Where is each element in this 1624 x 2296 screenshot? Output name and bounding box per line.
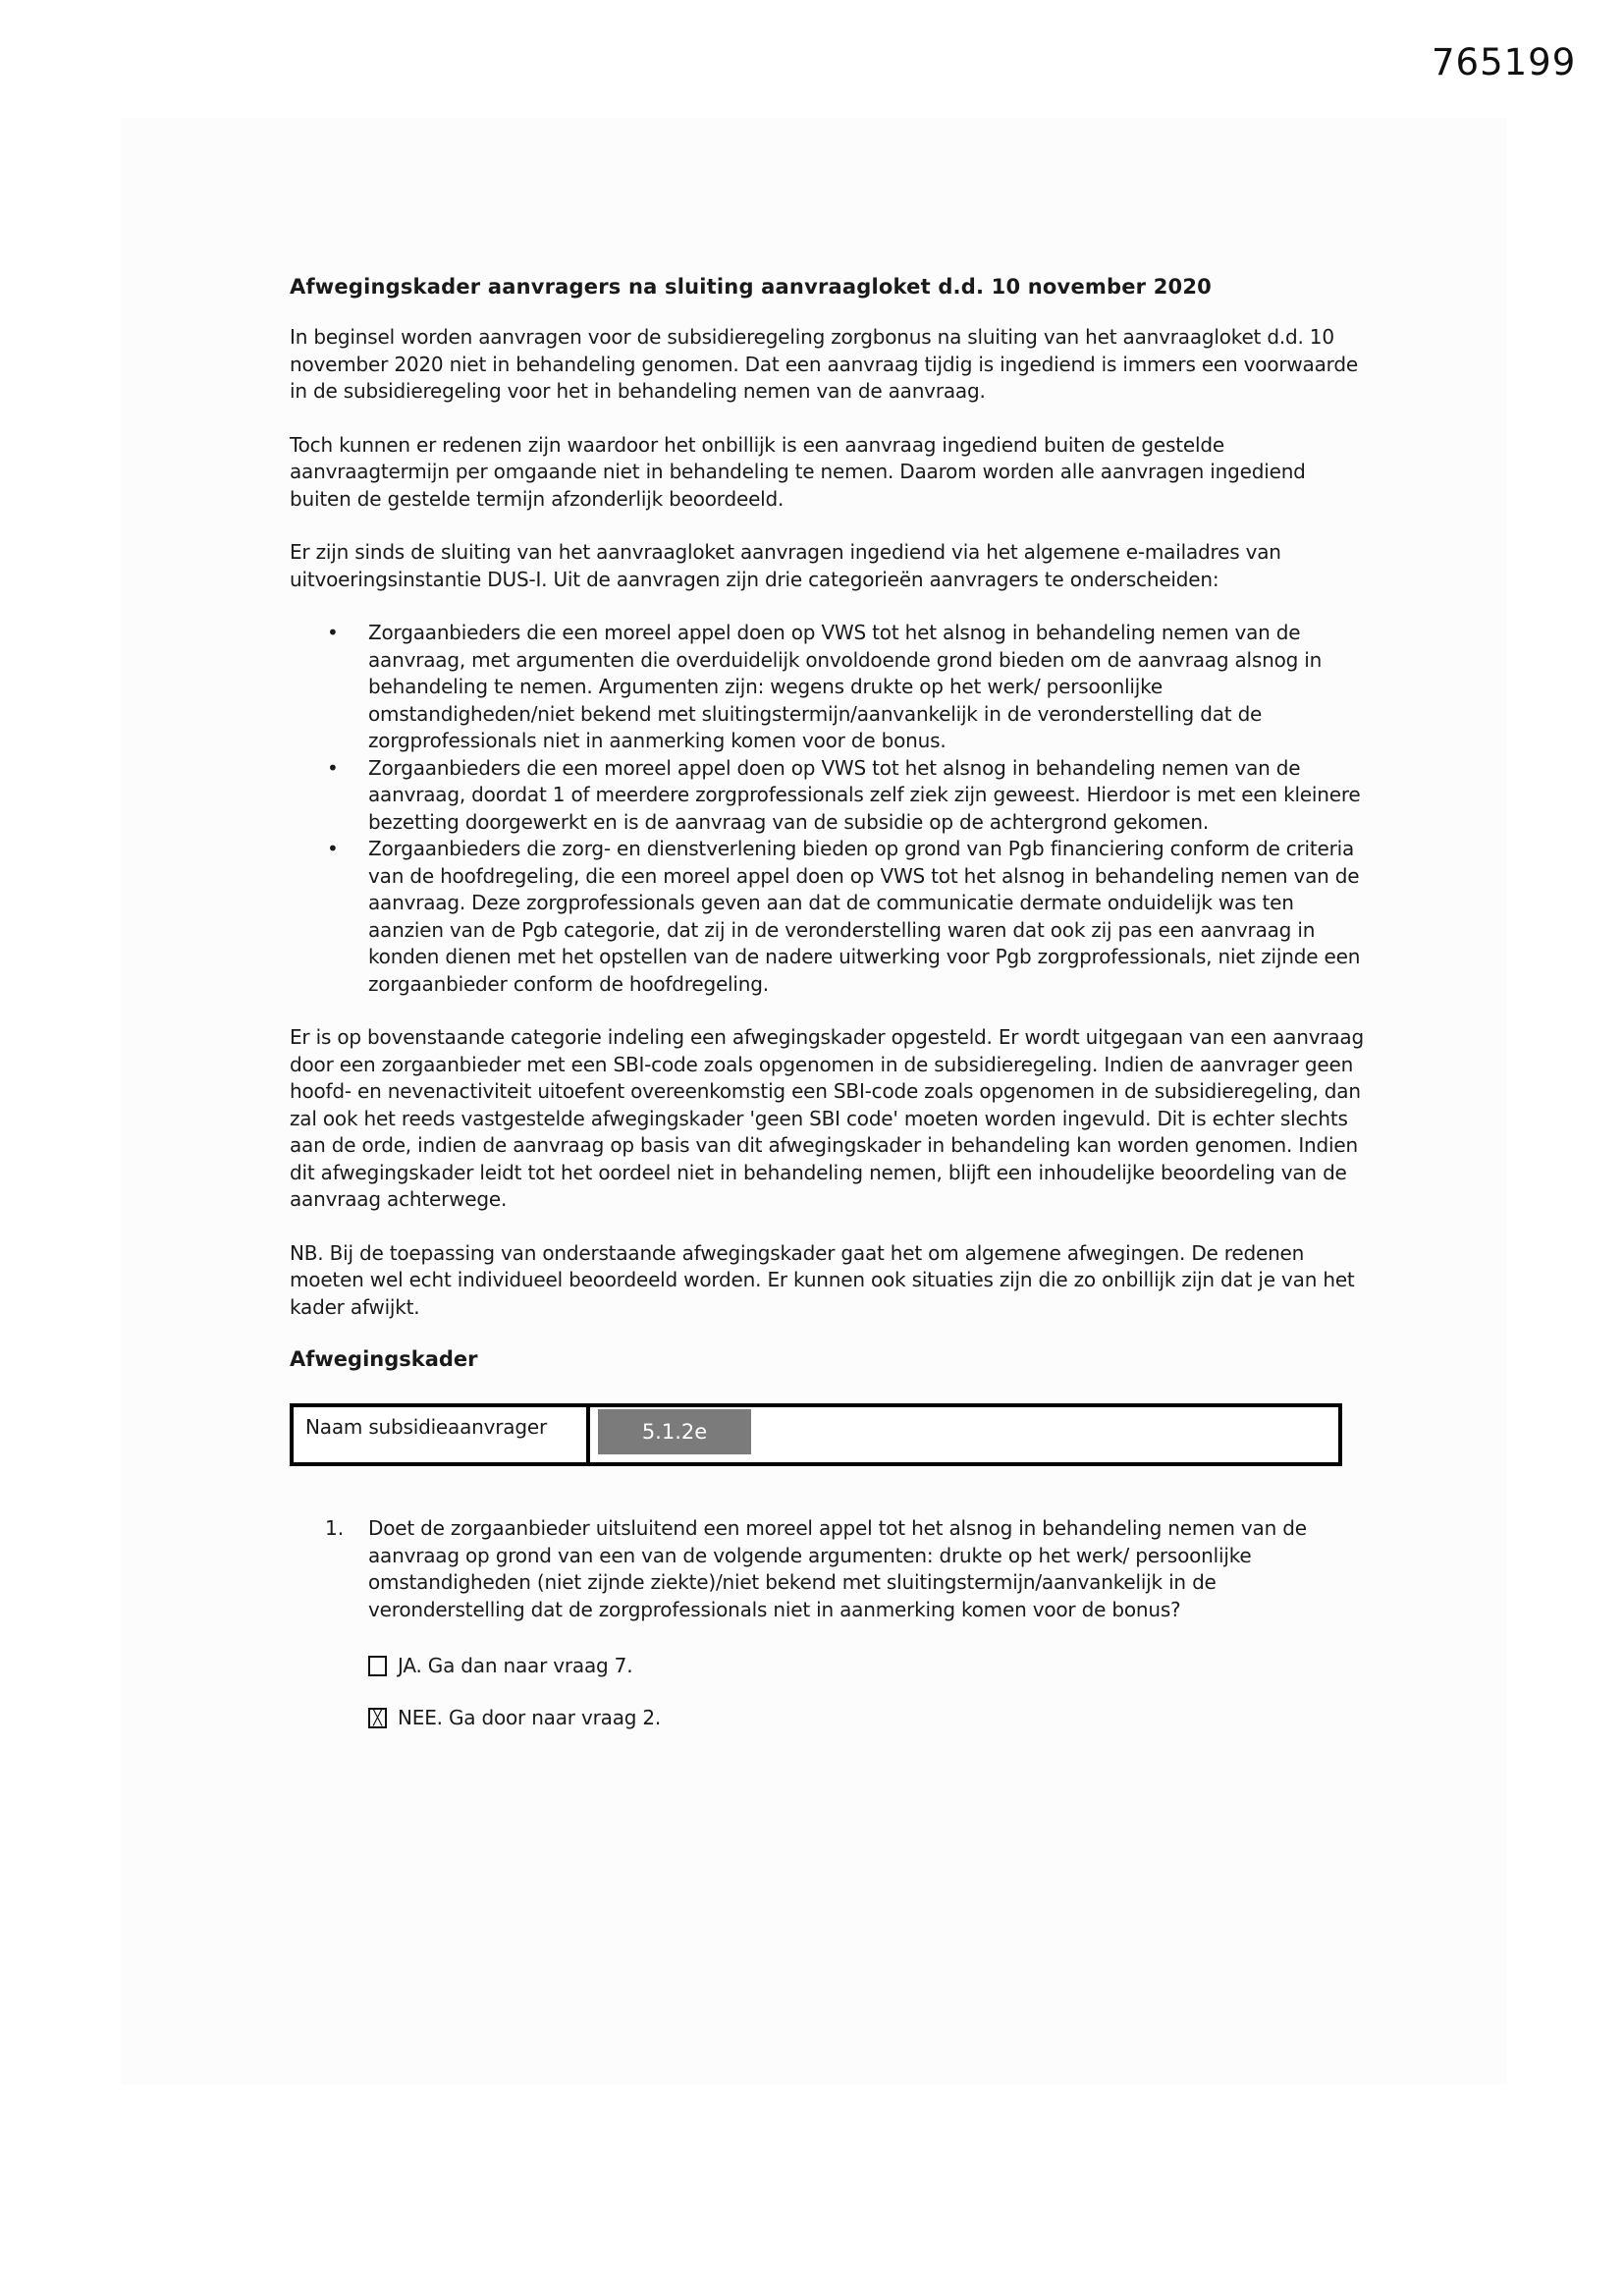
applicant-name-label: Naam subsidieaanvrager (294, 1407, 590, 1462)
document-title: Afwegingskader aanvragers na sluiting aanvraagloket d.d. 10 november 2020 (290, 275, 1212, 299)
question-number: 1. (325, 1516, 345, 1540)
list-item-text: Zorgaanbieders die een moreel appel doen op VWS tot het alsnog in behandeling nemen van de aanvraag, met argumenten die overduidelijk onvoldoende grond bieden om de aanvraag alsnog in behandeling te nemen. Argumenten zijn: wegens drukte op het werk/ persoonlijke omstandigheden/niet bekend met sluitingstermijn/aanvankelijk in de veronderstelling dat de zorgprofessionals niet in aanmerking komen voor de bonus. (368, 621, 1323, 752)
applicant-name-value-cell (590, 1407, 1338, 1462)
question-text: Doet de zorgaanbieder uitsluitend een moreel appel tot het alsnog in behandeling nemen van de aanvraag op grond van een van de volgende argumenten: drukte op het werk/ persoonlijke omstandigheden (niet zijnde ziekte)/niet bekend met sluitingstermijn/aanvankelijk in de veronderstelling dat de zorgprofessionals niet in aanmerking komen voor de bonus? (368, 1516, 1307, 1621)
option-ja-label: JA. Ga dan naar vraag 7. (398, 1654, 633, 1677)
list-item-category-3 (290, 836, 1366, 998)
document-content (290, 275, 1366, 1758)
paragraph-intro: In beginsel worden aanvragen voor de subsidieregeling zorgbonus na sluiting van het aanvraagloket d.d. 10 november 2020 niet in behandeling genomen. Dat een aanvraag tijdig is ingediend is immers een voorwaarde in de subsidieregeling voor het in behandeling nemen van de aanvraag. (290, 325, 1358, 403)
list-item-category-2 (290, 755, 1366, 837)
paragraph-reasons: Toch kunnen er redenen zijn waardoor het onbillijk is een aanvraag ingediend buiten de gestelde aanvraagtermijn per omgaande niet in behandeling te nemen. Daarom worden alle aanvragen ingediend buiten de gestelde termijn afzonderlijk beoordeeld. (290, 432, 1306, 511)
checkbox-checked-icon (368, 1708, 387, 1728)
redaction-box: 5.1.2e (598, 1409, 751, 1454)
page-number: 765199 (1432, 41, 1577, 83)
paragraph-categories-intro: Er zijn sinds de sluiting van het aanvraagloket aanvragen ingediend via het algemene e-mailadres van uitvoeringsinstantie DUS-I. Uit de aanvragen zijn drie categorieën aanvragers te onderscheiden: (290, 540, 1281, 591)
option-ja (368, 1654, 1322, 1677)
question-body (368, 1515, 1322, 1758)
option-nee (368, 1706, 1322, 1729)
checkbox-unchecked-icon (368, 1656, 387, 1676)
list-item-text: Zorgaanbieders die een moreel appel doen op VWS tot het alsnog in behandeling nemen van de aanvraag, doordat 1 of meerdere zorgprofessionals zelf ziek zijn geweest. Hierdoor is met een kleinere bezetting doorgewerkt en is de aanvraag van de subsidie op de achtergrond gekomen. (368, 755, 1361, 834)
scanned-document-page (120, 118, 1507, 2085)
question-1 (325, 1515, 1322, 1758)
paragraph-nb: NB. Bij de toepassing van onderstaande afwegingskader gaat het om algemene afwegingen. De redenen moeten wel echt individueel beoordeeld worden. Er kunnen ook situaties zijn die zo onbillijk zijn dat je van het kader afwijkt. (290, 1240, 1355, 1319)
section-heading: Afwegingskader (290, 1347, 478, 1371)
category-list (290, 620, 1366, 998)
option-nee-label: NEE. Ga door naar vraag 2. (398, 1706, 662, 1729)
list-item-category-1 (290, 620, 1366, 755)
applicant-name-table (290, 1403, 1342, 1466)
paragraph-framework: Er is op bovenstaande categorie indeling een afwegingskader opgesteld. Er wordt uitgegaan van een aanvraag door een zorgaanbieder met een SBI-code zoals opgenomen in de subsidieregeling. Indien de aanvrager geen hoofd- en nevenactiviteit uitoefent overeenkomstig een SBI-code zoals opgenomen in de subsidieregeling, dan zal ook het reeds vastgestelde afwegingskader 'geen SBI code' moeten worden ingevuld. Dit is echter slechts aan de orde, indien de aanvraag op basis van dit afwegingskader in behandeling kan worden genomen. Indien dit afwegingskader leidt tot het oordeel niet in behandeling nemen, blijft een inhoudelijke beoordeling van de aanvraag achterwege. (290, 1025, 1364, 1211)
list-item-text: Zorgaanbieders die zorg- en dienstverlening bieden op grond van Pgb financiering conform de criteria van de hoofdregeling, die een moreel appel doen op VWS tot het alsnog in behandeling nemen van de aanvraag. Deze zorgprofessionals geven aan dat de communicatie dermate onduidelijk was ten aanzien van de Pgb categorie, dat zij in de veronderstelling waren dat ook zij pas een aanvraag in konden dienen met het opstellen van de nadere uitwerking voor Pgb zorgprofessionals, niet zijnde een zorgaanbieder conform de hoofdregeling. (368, 837, 1361, 996)
